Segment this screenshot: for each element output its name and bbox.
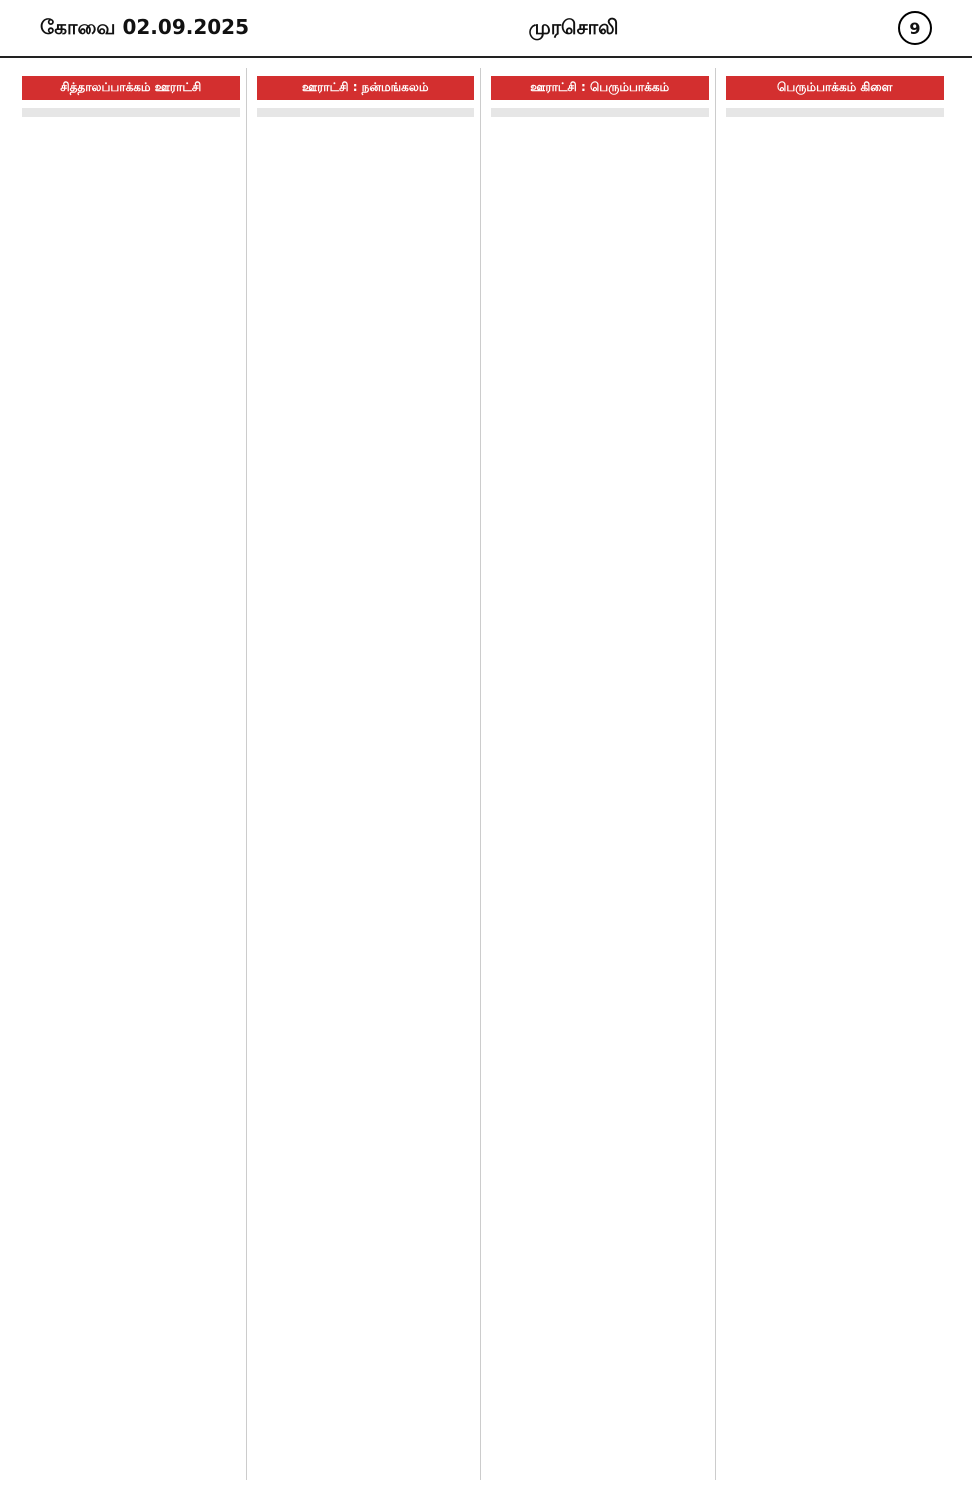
column-4 bbox=[726, 68, 951, 1480]
unreadable-line bbox=[491, 108, 709, 117]
section-banner: சித்தாலப்பாக்கம் ஊராட்சி bbox=[22, 76, 240, 100]
edition-date: கோவை 02.09.2025 bbox=[40, 14, 249, 39]
column-1 bbox=[22, 68, 247, 1480]
column-3 bbox=[491, 68, 716, 1480]
page-number: 9 bbox=[898, 11, 932, 45]
column-2 bbox=[257, 68, 482, 1480]
paper-name: முரசொலி bbox=[528, 14, 619, 39]
masthead bbox=[0, 0, 972, 58]
unreadable-line bbox=[22, 108, 240, 117]
section-banner: பெரும்பாக்கம் கிளை bbox=[726, 76, 945, 100]
content-columns bbox=[0, 58, 972, 1490]
unreadable-line bbox=[257, 108, 475, 117]
section-banner: ஊராட்சி : பெரும்பாக்கம் bbox=[491, 76, 709, 100]
section-banner: ஊராட்சி : நன்மங்கலம் bbox=[257, 76, 475, 100]
unreadable-line bbox=[726, 108, 945, 117]
